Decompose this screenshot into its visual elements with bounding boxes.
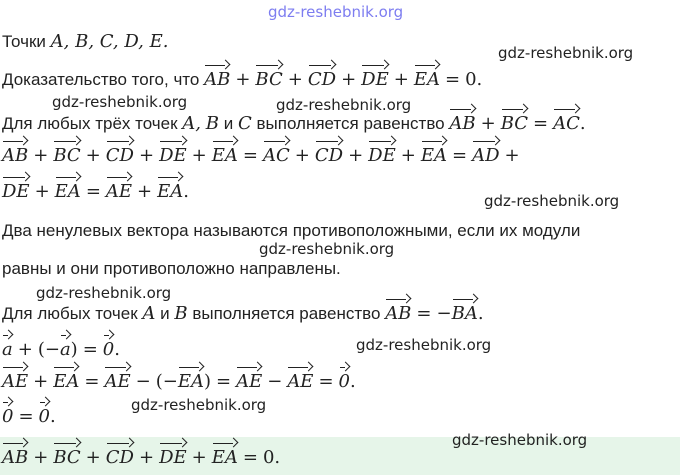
points-prefix: Точки — [2, 32, 46, 51]
three-points-line — [2, 106, 586, 135]
proof-prefix: Доказательство того, что — [2, 70, 200, 89]
and-word: и — [160, 304, 170, 323]
definition-line-2: равны и они противоположно направлены. — [2, 259, 341, 278]
definition-line-1: Два ненулевых вектора называются противоположными, если их модули — [2, 221, 581, 240]
watermark: gdz-reshebnik.org — [356, 336, 492, 354]
watermark: gdz-reshebnik.org — [498, 44, 634, 62]
watermark: gdz-reshebnik.org — [52, 93, 188, 111]
formula-line: a + (−a) = 0. — [2, 332, 120, 361]
var-b: B — [174, 303, 188, 324]
watermark-header[interactable]: gdz-reshebnik.org — [268, 3, 404, 21]
points-list: A, B, C, D, E. — [50, 31, 169, 52]
formula: AB + BC + CD + DE + EA = 0. — [204, 70, 482, 89]
formula-line: AB + BC + CD + DE + EA = AC + CD + DE + EA = AD + — [2, 138, 525, 167]
var-b: B — [205, 113, 219, 134]
formula-line: AE + EA = AE − (−EA) = AE − AE = 0. — [2, 364, 356, 393]
var-c: C — [237, 113, 252, 134]
watermark: gdz-reshebnik.org — [131, 396, 267, 414]
three-points-prefix: Для любых трёх точек — [2, 114, 178, 133]
points-line — [2, 31, 168, 53]
var-a: A — [142, 303, 156, 324]
formula: AB = −BA. — [385, 304, 483, 323]
any-points-line — [2, 296, 484, 325]
proof-line — [2, 62, 482, 91]
watermark: gdz-reshebnik.org — [36, 284, 172, 302]
and-word: и — [223, 114, 234, 133]
var-a: A, — [182, 113, 202, 134]
watermark: gdz-reshebnik.org — [452, 431, 588, 449]
watermark: gdz-reshebnik.org — [276, 96, 412, 114]
formula-line: 0 = 0. — [2, 399, 56, 428]
formula: AB + BC = AC. — [449, 114, 585, 133]
holds-equality: выполняется равенство — [192, 304, 381, 323]
holds-equality: выполняется равенство — [256, 114, 445, 133]
formula-line: DE + EA = AE + EA. — [2, 174, 189, 203]
any-points-prefix: Для любых точек — [2, 304, 138, 323]
watermark: gdz-reshebnik.org — [484, 192, 620, 210]
final-formula-line: AB + BC + CD + DE + EA = 0. — [2, 440, 280, 469]
watermark: gdz-reshebnik.org — [259, 240, 395, 258]
